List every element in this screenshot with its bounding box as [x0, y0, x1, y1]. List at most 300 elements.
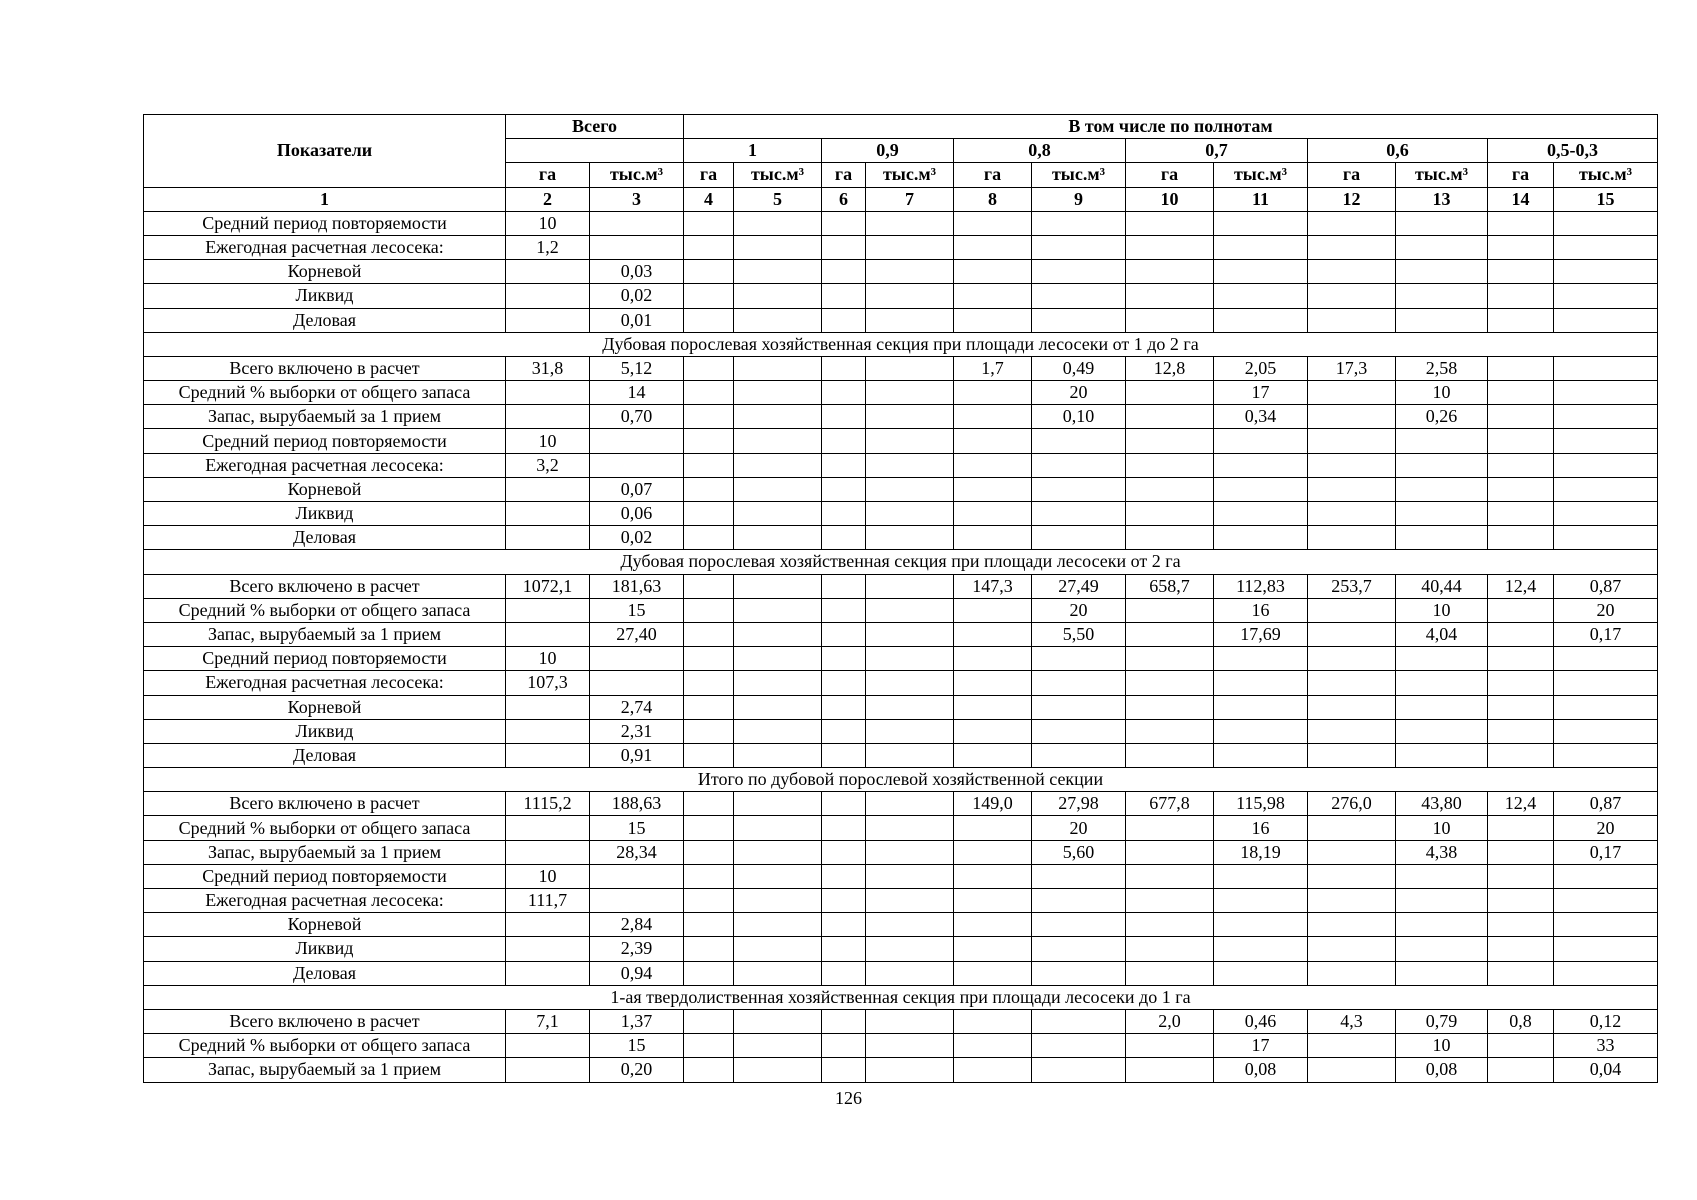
table-cell: 15	[590, 816, 684, 840]
table-cell	[1396, 308, 1488, 332]
table-cell	[684, 502, 734, 526]
table-cell	[1488, 864, 1554, 888]
table-cell	[1032, 913, 1126, 937]
row-label: Ежегодная расчетная лесосека:	[144, 453, 506, 477]
table-cell	[1308, 840, 1396, 864]
table-cell	[822, 647, 866, 671]
table-cell	[822, 961, 866, 985]
table-cell	[954, 1058, 1032, 1082]
table-cell: 0,08	[1396, 1058, 1488, 1082]
table-cell	[1488, 260, 1554, 284]
table-cell: 5,50	[1032, 622, 1126, 646]
row-label: Запас, вырубаемый за 1 прием	[144, 1058, 506, 1082]
density-header: 0,8	[954, 139, 1126, 163]
column-number: 8	[954, 187, 1032, 211]
table-cell	[1032, 211, 1126, 235]
table-cell: 3,2	[506, 453, 590, 477]
table-cell	[734, 889, 822, 913]
row-label: Запас, вырубаемый за 1 прием	[144, 405, 506, 429]
table-cell	[1214, 719, 1308, 743]
table-cell	[1214, 453, 1308, 477]
table-cell	[590, 429, 684, 453]
table-row	[144, 1009, 1658, 1033]
indicators-header: Показатели	[144, 115, 506, 188]
table-cell	[1308, 889, 1396, 913]
table-cell	[866, 429, 954, 453]
table-row	[144, 502, 1658, 526]
table-cell	[590, 647, 684, 671]
table-cell	[1396, 889, 1488, 913]
table-cell	[1396, 864, 1488, 888]
table-cell	[1308, 671, 1396, 695]
unit-volume-header: тыс.м³	[1554, 163, 1658, 187]
table-cell	[684, 864, 734, 888]
table-cell	[954, 1009, 1032, 1033]
table-cell: 0,02	[590, 284, 684, 308]
table-cell	[684, 840, 734, 864]
unit-volume-header: тыс.м³	[734, 163, 822, 187]
table-header	[144, 115, 1658, 212]
table-cell	[1126, 671, 1214, 695]
table-cell	[506, 381, 590, 405]
table-cell	[1032, 308, 1126, 332]
table-cell	[1032, 502, 1126, 526]
table-cell	[684, 1034, 734, 1058]
table-cell	[684, 695, 734, 719]
table-cell	[954, 622, 1032, 646]
table-cell	[734, 502, 822, 526]
table-cell: 40,44	[1396, 574, 1488, 598]
table-cell	[1488, 356, 1554, 380]
unit-volume-header: тыс.м³	[866, 163, 954, 187]
table-cell	[734, 864, 822, 888]
table-cell	[1488, 211, 1554, 235]
table-cell	[1488, 743, 1554, 767]
table-cell	[1214, 889, 1308, 913]
table-cell	[866, 526, 954, 550]
table-cell	[866, 381, 954, 405]
table-cell	[822, 864, 866, 888]
table-cell	[590, 864, 684, 888]
table-cell	[866, 211, 954, 235]
table-cell	[684, 1058, 734, 1082]
table-cell: 4,38	[1396, 840, 1488, 864]
table-cell	[1126, 840, 1214, 864]
table-cell	[1032, 1034, 1126, 1058]
table-cell	[954, 235, 1032, 259]
column-number: 1	[144, 187, 506, 211]
table-cell	[1488, 647, 1554, 671]
table-cell	[1308, 913, 1396, 937]
table-cell	[1396, 235, 1488, 259]
table-cell: 10	[1396, 816, 1488, 840]
table-cell	[1032, 429, 1126, 453]
table-row	[144, 574, 1658, 598]
table-cell	[866, 1034, 954, 1058]
table-cell: 253,7	[1308, 574, 1396, 598]
section-title: 1-ая твердолиственная хозяйственная секция при площади лесосеки до 1 га	[144, 985, 1658, 1009]
table-cell: 10	[1396, 598, 1488, 622]
table-cell	[1126, 381, 1214, 405]
total-header-spacer	[506, 139, 684, 163]
table-row	[144, 743, 1658, 767]
table-cell: 1,2	[506, 235, 590, 259]
table-cell: 0,34	[1214, 405, 1308, 429]
table-cell	[822, 743, 866, 767]
table-row	[144, 622, 1658, 646]
table-cell	[684, 284, 734, 308]
table-cell: 0,26	[1396, 405, 1488, 429]
table-cell	[684, 211, 734, 235]
table-cell	[1032, 671, 1126, 695]
unit-ha-header: га	[1308, 163, 1396, 187]
table-row	[144, 1034, 1658, 1058]
table-cell	[822, 816, 866, 840]
table-cell	[1214, 308, 1308, 332]
table-cell	[734, 1009, 822, 1033]
table-cell	[866, 574, 954, 598]
table-cell	[1032, 477, 1126, 501]
density-header: 1	[684, 139, 822, 163]
table-cell	[1554, 381, 1658, 405]
table-cell	[866, 453, 954, 477]
unit-volume-header: тыс.м³	[1396, 163, 1488, 187]
table-cell	[684, 913, 734, 937]
table-cell	[684, 671, 734, 695]
table-cell: 0,04	[1554, 1058, 1658, 1082]
table-cell	[866, 260, 954, 284]
table-cell	[506, 405, 590, 429]
table-cell: 17,3	[1308, 356, 1396, 380]
table-cell	[866, 864, 954, 888]
table-cell: 10	[1396, 1034, 1488, 1058]
table-cell: 149,0	[954, 792, 1032, 816]
table-cell	[1396, 260, 1488, 284]
density-header: 0,9	[822, 139, 954, 163]
table-cell	[866, 598, 954, 622]
row-label: Средний период повторяемости	[144, 864, 506, 888]
table-cell	[1396, 913, 1488, 937]
table-cell	[866, 671, 954, 695]
table-cell	[866, 719, 954, 743]
table-cell	[684, 816, 734, 840]
table-cell	[1396, 477, 1488, 501]
table-cell	[822, 598, 866, 622]
table-cell	[1308, 816, 1396, 840]
table-cell	[1126, 211, 1214, 235]
table-cell	[866, 961, 954, 985]
row-label: Всего включено в расчет	[144, 356, 506, 380]
table-cell	[866, 1009, 954, 1033]
table-cell: 0,02	[590, 526, 684, 550]
table-cell: 0,17	[1554, 622, 1658, 646]
section-row	[144, 985, 1658, 1009]
table-cell	[1032, 526, 1126, 550]
table-cell	[684, 719, 734, 743]
density-header: 0,5-0,3	[1488, 139, 1658, 163]
table-cell	[684, 381, 734, 405]
table-cell	[684, 937, 734, 961]
column-number: 6	[822, 187, 866, 211]
table-row	[144, 308, 1658, 332]
column-number: 11	[1214, 187, 1308, 211]
table-cell	[684, 622, 734, 646]
table-cell: 0,70	[590, 405, 684, 429]
table-cell	[1308, 1034, 1396, 1058]
table-cell	[1214, 211, 1308, 235]
table-cell	[1126, 598, 1214, 622]
table-cell	[506, 961, 590, 985]
table-cell	[734, 574, 822, 598]
column-number: 4	[684, 187, 734, 211]
table-cell	[1396, 647, 1488, 671]
row-label: Всего включено в расчет	[144, 792, 506, 816]
table-cell	[506, 284, 590, 308]
table-cell	[1126, 477, 1214, 501]
column-number: 2	[506, 187, 590, 211]
row-label: Корневой	[144, 695, 506, 719]
table-cell	[506, 937, 590, 961]
table-cell	[1396, 429, 1488, 453]
table-cell	[684, 429, 734, 453]
table-cell	[734, 429, 822, 453]
table-cell	[822, 502, 866, 526]
column-number: 12	[1308, 187, 1396, 211]
table-cell	[734, 1058, 822, 1082]
table-cell	[954, 913, 1032, 937]
table-cell	[954, 477, 1032, 501]
table-cell	[1554, 308, 1658, 332]
table-cell	[1308, 695, 1396, 719]
unit-ha-header: га	[506, 163, 590, 187]
column-number: 5	[734, 187, 822, 211]
table-cell	[1554, 211, 1658, 235]
table-cell	[1214, 671, 1308, 695]
row-label: Ликвид	[144, 937, 506, 961]
row-label: Средний период повторяемости	[144, 429, 506, 453]
column-number: 9	[1032, 187, 1126, 211]
table-cell: 0,87	[1554, 792, 1658, 816]
row-label: Средний период повторяемости	[144, 647, 506, 671]
table-cell	[954, 284, 1032, 308]
row-label: Ликвид	[144, 284, 506, 308]
table-cell	[822, 235, 866, 259]
table-cell	[822, 526, 866, 550]
table-cell	[1126, 405, 1214, 429]
table-cell	[1488, 961, 1554, 985]
table-cell	[1488, 889, 1554, 913]
table-cell	[734, 453, 822, 477]
table-row	[144, 211, 1658, 235]
unit-ha-header: га	[1126, 163, 1214, 187]
table-cell	[1308, 235, 1396, 259]
table-cell	[734, 913, 822, 937]
table-cell: 17	[1214, 1034, 1308, 1058]
table-cell	[1126, 647, 1214, 671]
table-cell	[954, 647, 1032, 671]
table-cell	[1308, 647, 1396, 671]
table-cell	[506, 502, 590, 526]
table-cell	[1396, 284, 1488, 308]
table-cell	[1214, 502, 1308, 526]
table-cell	[1126, 502, 1214, 526]
table-row	[144, 840, 1658, 864]
table-cell	[684, 598, 734, 622]
table-row	[144, 477, 1658, 501]
table-cell: 16	[1214, 598, 1308, 622]
table-cell	[1396, 453, 1488, 477]
row-label: Ликвид	[144, 502, 506, 526]
table-cell	[1554, 429, 1658, 453]
table-row	[144, 695, 1658, 719]
table-cell	[506, 1058, 590, 1082]
page-number: 126	[835, 1088, 862, 1108]
table-cell: 0,8	[1488, 1009, 1554, 1033]
column-number: 3	[590, 187, 684, 211]
table-cell: 2,58	[1396, 356, 1488, 380]
table-cell	[1126, 429, 1214, 453]
table-cell	[1032, 647, 1126, 671]
table-cell	[954, 308, 1032, 332]
table-cell	[590, 235, 684, 259]
table-cell: 111,7	[506, 889, 590, 913]
table-cell	[734, 356, 822, 380]
row-label: Запас, вырубаемый за 1 прием	[144, 840, 506, 864]
table-cell	[1554, 719, 1658, 743]
table-cell	[822, 284, 866, 308]
table-cell	[1126, 308, 1214, 332]
table-cell: 188,63	[590, 792, 684, 816]
table-cell	[1488, 526, 1554, 550]
table-cell	[1308, 260, 1396, 284]
section-title: Дубовая порослевая хозяйственная секция при площади лесосеки от 1 до 2 га	[144, 332, 1658, 356]
table-cell: 0,06	[590, 502, 684, 526]
table-cell	[734, 1034, 822, 1058]
table-cell: 0,49	[1032, 356, 1126, 380]
table-cell	[866, 1058, 954, 1082]
table-cell	[954, 864, 1032, 888]
table-cell: 20	[1032, 816, 1126, 840]
table-cell: 20	[1554, 816, 1658, 840]
table-cell	[590, 889, 684, 913]
table-cell	[734, 816, 822, 840]
table-cell	[1214, 961, 1308, 985]
table-cell	[734, 477, 822, 501]
table-cell	[822, 260, 866, 284]
table-cell: 658,7	[1126, 574, 1214, 598]
table-cell: 10	[506, 864, 590, 888]
table-cell: 2,31	[590, 719, 684, 743]
table-cell	[1554, 453, 1658, 477]
table-row	[144, 526, 1658, 550]
table-cell	[734, 235, 822, 259]
table-cell	[1554, 405, 1658, 429]
table-cell: 12,4	[1488, 574, 1554, 598]
table-cell	[684, 1009, 734, 1033]
table-row	[144, 1058, 1658, 1082]
table-cell	[866, 743, 954, 767]
table-cell: 0,94	[590, 961, 684, 985]
table-cell: 12,8	[1126, 356, 1214, 380]
table-cell	[1126, 235, 1214, 259]
table-cell	[1126, 719, 1214, 743]
table-cell	[866, 622, 954, 646]
table-cell	[1214, 284, 1308, 308]
table-cell	[822, 622, 866, 646]
column-number: 13	[1396, 187, 1488, 211]
table-cell	[734, 719, 822, 743]
table-cell	[954, 961, 1032, 985]
table-cell	[822, 695, 866, 719]
unit-ha-header: га	[684, 163, 734, 187]
table-cell	[866, 308, 954, 332]
table-cell	[822, 671, 866, 695]
table-cell: 0,07	[590, 477, 684, 501]
table-cell	[1554, 235, 1658, 259]
table-cell	[1032, 937, 1126, 961]
table-cell: 2,84	[590, 913, 684, 937]
table-cell	[734, 284, 822, 308]
table-cell	[1488, 235, 1554, 259]
table-cell	[1554, 961, 1658, 985]
table-cell: 20	[1032, 381, 1126, 405]
table-cell	[506, 816, 590, 840]
table-cell: 14	[590, 381, 684, 405]
table-cell	[734, 695, 822, 719]
table-cell	[734, 598, 822, 622]
table-cell: 677,8	[1126, 792, 1214, 816]
table-cell	[1126, 937, 1214, 961]
table-cell: 15	[590, 598, 684, 622]
table-cell	[1396, 695, 1488, 719]
table-cell	[1554, 647, 1658, 671]
table-cell: 147,3	[954, 574, 1032, 598]
unit-ha-header: га	[822, 163, 866, 187]
table-cell	[1214, 937, 1308, 961]
table-cell	[822, 937, 866, 961]
table-cell	[734, 260, 822, 284]
row-label: Средний % выборки от общего запаса	[144, 816, 506, 840]
table-cell: 27,49	[1032, 574, 1126, 598]
table-cell	[1032, 1009, 1126, 1033]
table-cell	[506, 840, 590, 864]
table-cell: 1115,2	[506, 792, 590, 816]
table-cell: 4,04	[1396, 622, 1488, 646]
table-cell	[954, 405, 1032, 429]
table-cell	[866, 816, 954, 840]
row-label: Деловая	[144, 961, 506, 985]
table-cell	[684, 260, 734, 284]
table-cell	[1488, 477, 1554, 501]
table-cell: 115,98	[1214, 792, 1308, 816]
row-label: Корневой	[144, 477, 506, 501]
table-cell: 7,1	[506, 1009, 590, 1033]
table-cell	[506, 308, 590, 332]
table-cell	[954, 211, 1032, 235]
table-cell	[1308, 453, 1396, 477]
column-number: 14	[1488, 187, 1554, 211]
table-cell	[954, 816, 1032, 840]
row-label: Всего включено в расчет	[144, 574, 506, 598]
row-label: Всего включено в расчет	[144, 1009, 506, 1033]
table-cell	[1214, 260, 1308, 284]
table-cell: 0,12	[1554, 1009, 1658, 1033]
table-cell	[1554, 864, 1658, 888]
row-label: Ликвид	[144, 719, 506, 743]
table-cell	[954, 719, 1032, 743]
table-cell	[1032, 889, 1126, 913]
table-cell: 33	[1554, 1034, 1658, 1058]
